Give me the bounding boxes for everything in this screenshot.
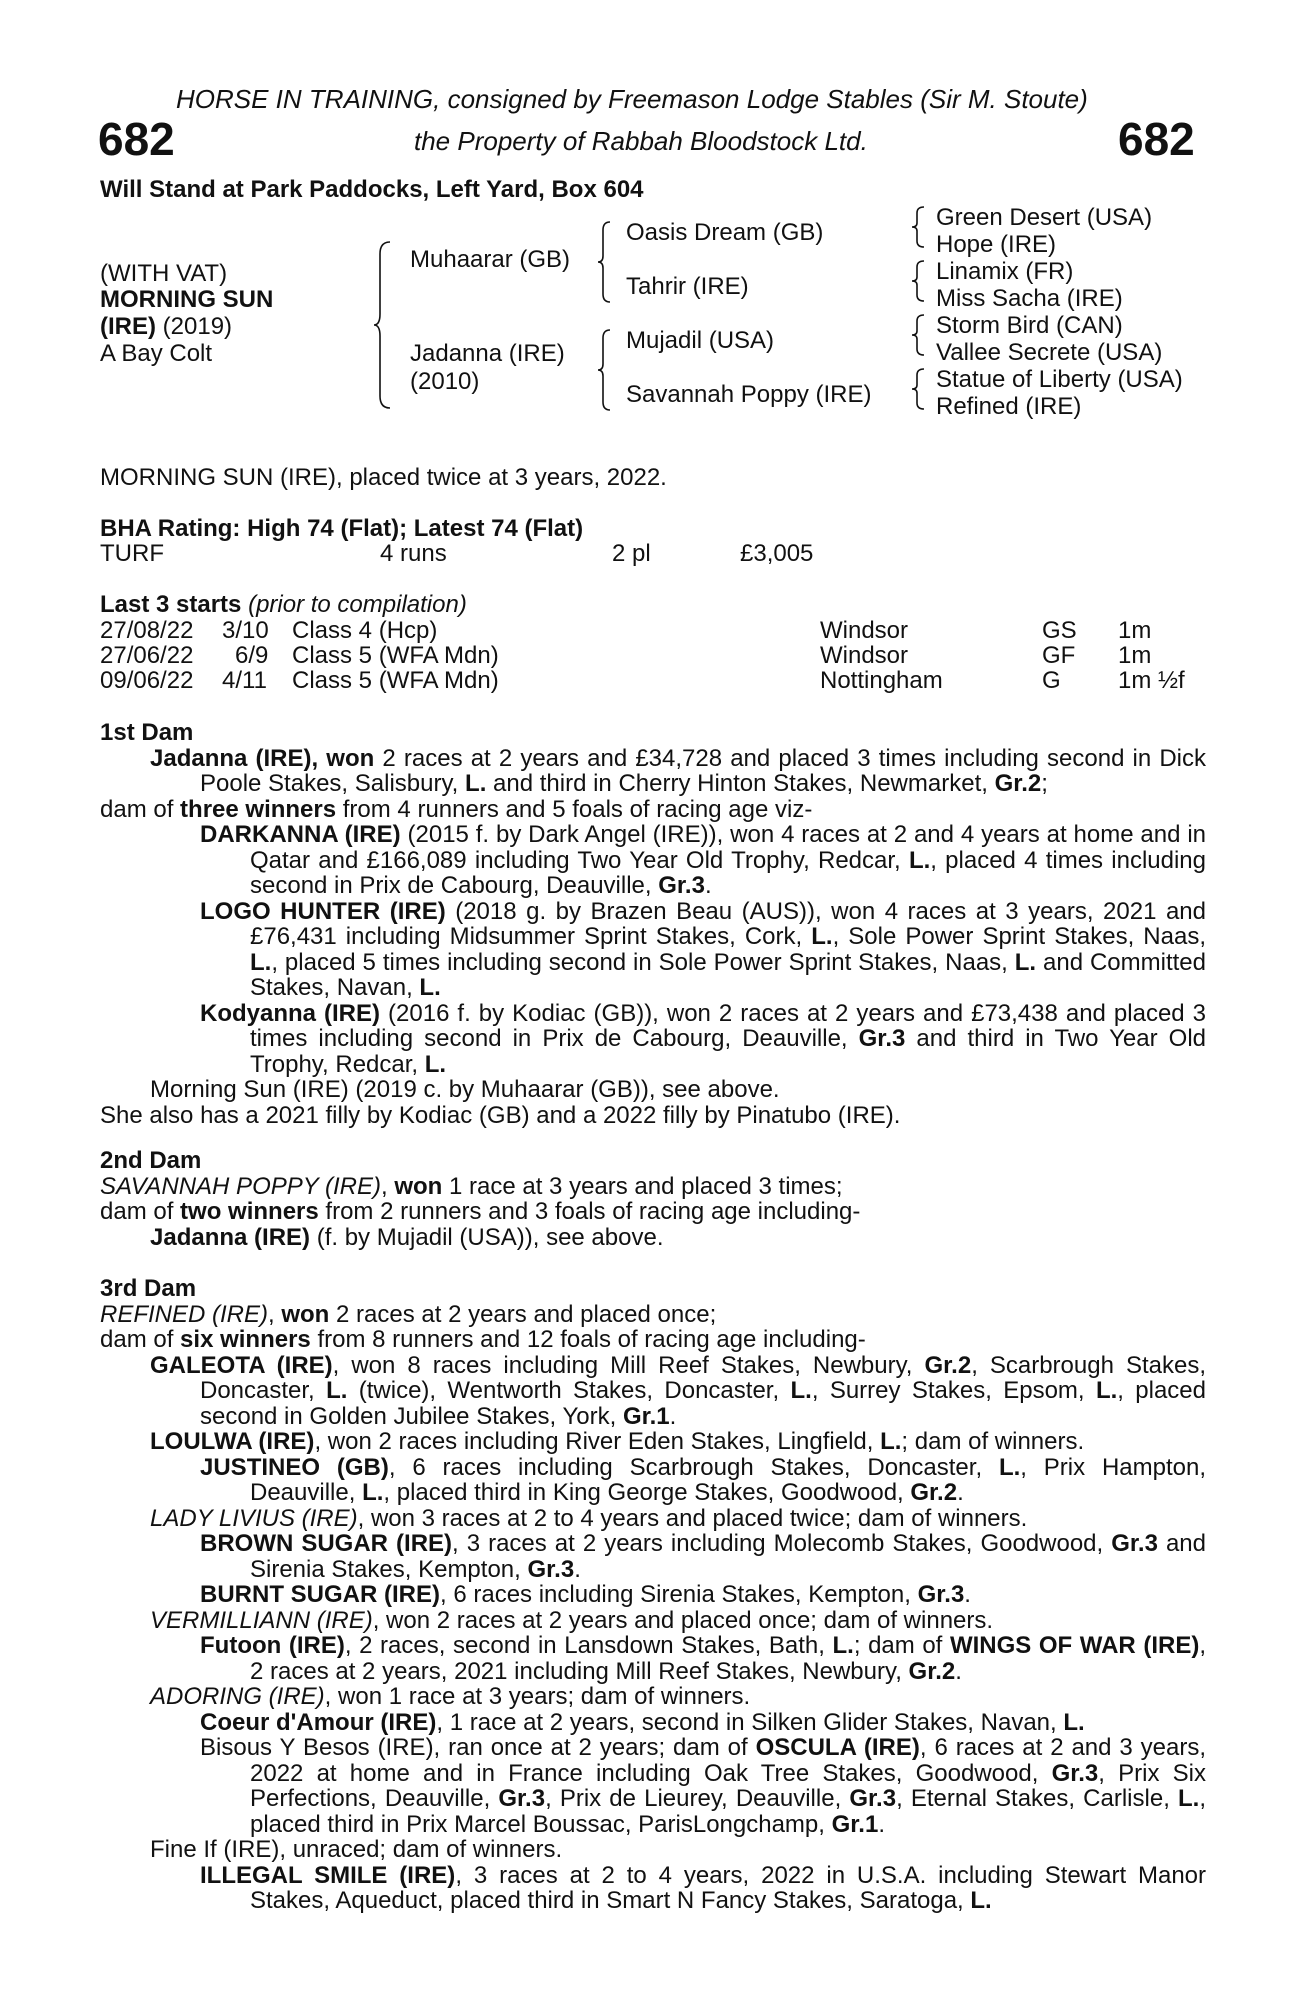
- produce-coeur-damour: [100, 1710, 1206, 1736]
- text-run: Jadanna (IRE): [150, 1223, 311, 1251]
- text-run: , placed 5 times including second in Sole Power Sprint Stakes, Naas,: [271, 948, 1015, 976]
- text-run: , won: [311, 744, 375, 772]
- grandparent-4: Miss Sacha (IRE): [936, 285, 1123, 312]
- second-dam-jadanna: [100, 1225, 1206, 1251]
- text-run: ILLEGAL SMILE (IRE): [200, 1861, 456, 1889]
- text-run: and Committed Stakes, Navan,: [250, 948, 1207, 1001]
- text-run: BROWN SUGAR (IRE): [200, 1530, 453, 1557]
- text-run: 2 races at 2 years and £34,728 and placed 3 times including second in Dick Poole Stakes, Salisbury,: [200, 744, 1207, 797]
- text-run: Gr.1: [622, 1402, 670, 1430]
- text-run: , Sole Power Sprint Stakes, Naas,: [832, 923, 1206, 950]
- start-class: Class 5 (WFA Mdn): [292, 667, 499, 694]
- text-run: Gr.2: [924, 1351, 972, 1379]
- text-run: L.: [998, 1453, 1021, 1481]
- text-run: three winners: [180, 795, 337, 823]
- text-run: from 8 runners and 12 foals of racing age including-: [310, 1326, 866, 1353]
- text-run: Gr.3: [1051, 1759, 1099, 1787]
- text-run: , Prix Hampton, Deauville,: [250, 1453, 1206, 1506]
- text-run: , placed second in Golden Jubilee Stakes, York,: [200, 1377, 1206, 1430]
- produce-kodyanna: [100, 1001, 1206, 1078]
- pedigree-brace-g3: [910, 313, 926, 357]
- rating-prize: £3,005: [740, 540, 814, 567]
- text-run: , 6 races including Sirenia Stakes, Kempton,: [440, 1581, 918, 1608]
- sire-sire: Oasis Dream (GB): [626, 219, 824, 246]
- start-going: GS: [1042, 617, 1077, 644]
- text-run: L.: [419, 974, 441, 1001]
- text-run: , 6 races including Scarbrough Stakes, Doncaster,: [388, 1453, 999, 1481]
- text-run: VERMILLIANN (IRE): [150, 1606, 373, 1634]
- horse-name: MORNING SUN: [100, 286, 274, 313]
- text-run: Gr.3: [527, 1555, 575, 1583]
- text-run: L.: [250, 948, 272, 976]
- text-run: ;: [1041, 770, 1048, 797]
- text-run: six winners: [180, 1326, 311, 1353]
- horse-suffix: (IRE): [100, 313, 156, 340]
- start-course: Windsor: [820, 642, 909, 669]
- start-date: 27/06/22: [100, 642, 194, 669]
- text-run: .: [957, 1479, 964, 1506]
- pedigree-brace-dam: [596, 328, 612, 412]
- text-run: Gr.3: [849, 1785, 897, 1812]
- text-run: Gr.3: [917, 1581, 965, 1608]
- text-run: JUSTINEO (GB): [200, 1453, 389, 1481]
- grandparent-1: Green Desert (USA): [936, 204, 1153, 231]
- produce-logo-hunter: [100, 899, 1206, 1001]
- produce-illegal-smile: [100, 1863, 1206, 1914]
- third-dam-section: [100, 1276, 1206, 1914]
- text-run: OSCULA (IRE): [755, 1734, 920, 1761]
- text-run: ; dam of: [853, 1632, 950, 1659]
- text-run: , 1 race at 2 years, second in Silken Glider Stakes, Navan,: [436, 1708, 1064, 1736]
- text-run: , placed third in Prix Marcel Boussac, ParisLongchamp,: [250, 1785, 1206, 1838]
- grandparent-6: Vallee Secrete (USA): [936, 339, 1163, 366]
- bha-rating: BHA Rating: High 74 (Flat); Latest 74 (Flat): [100, 515, 584, 542]
- text-run: , won 1 race at 3 years; dam of winners.: [324, 1683, 751, 1710]
- text-run: Gr.3: [858, 1025, 906, 1052]
- text-run: L.: [1063, 1708, 1085, 1736]
- grandparent-8: Refined (IRE): [936, 393, 1082, 420]
- horse-year: (2019): [156, 313, 233, 340]
- text-run: , 3 races at 2 years including Molecomb Stakes, Goodwood,: [452, 1530, 1112, 1557]
- text-run: , placed 4 times including second in Prix de Cabourg, Deauville,: [250, 846, 1206, 899]
- text-run: 1 race at 3 years and placed 3 times;: [442, 1172, 843, 1200]
- third-dam-heading: 3rd Dam: [100, 1275, 197, 1302]
- text-run: L.: [1178, 1785, 1200, 1812]
- start-class: Class 4 (Hcp): [292, 617, 438, 644]
- grandparent-5: Storm Bird (CAN): [936, 312, 1123, 339]
- text-run: two winners: [180, 1198, 319, 1225]
- consignor-line: HORSE IN TRAINING, consigned by Freemason Lodge Stables (Sir M. Stoute): [176, 84, 1088, 114]
- second-dam-record: [100, 1174, 1206, 1200]
- second-dam-produce: [100, 1199, 1206, 1225]
- text-run: GALEOTA (IRE): [150, 1351, 333, 1379]
- text-run: dam of: [100, 1326, 181, 1353]
- text-run: won: [281, 1300, 330, 1328]
- text-run: (2018 g. by Brazen Beau (AUS)), won 4 races at 3 years, 2021 and £76,431 including Midsummer Sprint Stakes, Cork,: [250, 897, 1206, 950]
- dam-year: (2010): [410, 368, 480, 395]
- text-run: , Scarbrough Stakes, Doncaster,: [200, 1351, 1206, 1404]
- first-dam-record: [100, 746, 1206, 797]
- grandparent-7: Statue of Liberty (USA): [936, 366, 1183, 393]
- text-run: dam of: [100, 795, 181, 823]
- produce-lady-livius: [100, 1506, 1206, 1532]
- start-course: Windsor: [820, 617, 909, 644]
- text-run: BURNT SUGAR (IRE): [200, 1581, 440, 1608]
- third-dam-produce: [100, 1327, 1206, 1353]
- start-distance: 1m ½f: [1118, 667, 1185, 694]
- produce-morning-sun: Morning Sun (IRE) (2019 c. by Muhaarar (GB)), see above.: [150, 1076, 780, 1103]
- text-run: , won 2 races including River Eden Stakes, Lingfield,: [314, 1428, 881, 1455]
- pedigree-brace-main: [372, 240, 392, 410]
- produce-brown-sugar: [100, 1531, 1206, 1582]
- text-run: L.: [1014, 948, 1037, 976]
- produce-adoring: [100, 1684, 1206, 1710]
- text-run: L.: [424, 1050, 447, 1078]
- sire-dam: Tahrir (IRE): [626, 273, 749, 300]
- horse-name-line2: [100, 313, 232, 341]
- produce-galeota: [100, 1353, 1206, 1430]
- text-run: Gr.3: [658, 872, 705, 899]
- text-run: Kodyanna (IRE): [200, 999, 381, 1027]
- produce-burnt-sugar: [100, 1582, 1206, 1608]
- text-run: Coeur d'Amour (IRE): [200, 1708, 437, 1736]
- start-position: 3/10: [222, 617, 269, 644]
- pedigree-brace-g2: [910, 259, 926, 303]
- text-run: , Prix de Lieurey, Deauville,: [545, 1785, 850, 1812]
- produce-bisous-y-besos: [100, 1735, 1206, 1837]
- produce-justineo: [100, 1455, 1206, 1506]
- second-dam-heading: 2nd Dam: [100, 1147, 202, 1174]
- text-run: SAVANNAH POPPY (IRE): [100, 1172, 381, 1200]
- vat-note: (WITH VAT): [100, 260, 228, 287]
- rating-surface: TURF: [100, 540, 164, 567]
- grandparent-3: Linamix (FR): [936, 258, 1074, 285]
- text-run: Gr.3: [1111, 1530, 1158, 1557]
- produce-futoon: [100, 1633, 1206, 1684]
- text-run: .: [669, 1402, 677, 1430]
- text-run: , won 2 races at 2 years and placed once; dam of winners.: [372, 1606, 994, 1634]
- text-run: ; dam of winners.: [901, 1428, 1085, 1455]
- text-run: Gr.2: [908, 1657, 956, 1685]
- text-run: WINGS OF WAR (IRE): [949, 1632, 1200, 1659]
- produce-darkanna: [100, 822, 1206, 899]
- text-run: L.: [908, 846, 931, 874]
- dam-sire: Mujadil (USA): [626, 327, 775, 354]
- text-run: (2016 f. by Kodiac (GB)), won 2 races at 2 years and £73,438 and placed 3 times including second in Prix de Cabourg, Deauville,: [250, 999, 1206, 1052]
- rating-placed: 2 pl: [612, 540, 651, 567]
- dam-name: Jadanna (IRE): [410, 340, 565, 367]
- text-run: L.: [1095, 1377, 1118, 1404]
- pedigree-brace-sire: [596, 220, 612, 304]
- second-dam-section: [100, 1148, 1206, 1250]
- text-run: L.: [811, 923, 833, 950]
- last-starts-heading: [100, 592, 467, 618]
- text-run: and Sirenia Stakes, Kempton,: [250, 1530, 1207, 1583]
- text-run: Gr.2: [994, 770, 1042, 797]
- start-going: G: [1042, 667, 1061, 694]
- lot-number-right: 682: [1118, 113, 1195, 165]
- text-run: L.: [832, 1632, 854, 1659]
- text-run: L.: [970, 1887, 992, 1914]
- text-run: .: [704, 872, 712, 899]
- first-dam-also: She also has a 2021 filly by Kodiac (GB) and a 2022 filly by Pinatubo (IRE).: [100, 1101, 901, 1129]
- text-run: won: [394, 1172, 443, 1200]
- text-run: L.: [362, 1479, 384, 1506]
- text-run: REFINED (IRE): [100, 1300, 268, 1328]
- text-run: , 3 races at 2 to 4 years, 2022 in U.S.A. including Stewart Manor Stakes, Aqueduct, placed third in Smart N Fancy Stakes, Saratoga,: [250, 1861, 1207, 1914]
- text-run: Jadanna (IRE): [150, 744, 312, 772]
- text-run: (f. by Mujadil (USA)), see above.: [310, 1223, 664, 1251]
- produce-loulwa: [100, 1429, 1206, 1455]
- start-distance: 1m: [1118, 642, 1152, 669]
- text-run: LOULWA (IRE): [150, 1428, 315, 1455]
- text-run: Bisous Y Besos (IRE), ran once at 2 years; dam of: [200, 1734, 756, 1761]
- text-run: , 6 races at 2 and 3 years, 2022 at home and in France including Oak Tree Stakes, Goodwood,: [250, 1734, 1206, 1787]
- text-run: , 2 races, second in Lansdown Stakes, Bath,: [344, 1632, 833, 1659]
- grandparent-2: Hope (IRE): [936, 231, 1057, 258]
- text-run: , Surrey Stakes, Epsom,: [811, 1377, 1096, 1404]
- start-position: 4/11: [222, 667, 267, 694]
- lot-number-left: 682: [98, 113, 175, 165]
- text-run: , won 3 races at 2 to 4 years and placed twice; dam of winners.: [357, 1504, 1028, 1532]
- text-run: (twice), Wentworth Stakes, Doncaster,: [347, 1377, 791, 1404]
- text-run: Futoon (IRE): [200, 1632, 345, 1659]
- stand-location: Will Stand at Park Paddocks, Left Yard, Box 604: [100, 176, 644, 203]
- text-run: L.: [880, 1428, 902, 1455]
- race-summary: MORNING SUN (IRE), placed twice at 3 years, 2022.: [100, 464, 667, 491]
- text-run: LOGO HUNTER (IRE): [200, 897, 446, 925]
- text-run: and third in Two Year Old Trophy, Redcar,: [250, 1025, 1206, 1078]
- start-class: Class 5 (WFA Mdn): [292, 642, 499, 669]
- start-distance: 1m: [1118, 617, 1152, 644]
- sire-name: Muhaarar (GB): [410, 246, 571, 273]
- text-run: ADORING (IRE): [150, 1683, 325, 1710]
- text-run: , placed third in King George Stakes, Goodwood,: [383, 1479, 911, 1506]
- text-run: LADY LIVIUS (IRE): [150, 1504, 358, 1532]
- text-run: from 2 runners and 3 foals of racing age including-: [318, 1198, 861, 1225]
- property-line: the Property of Rabbah Bloodstock Ltd.: [414, 126, 868, 156]
- start-date: 09/06/22: [100, 667, 194, 694]
- text-run: Gr.2: [910, 1479, 958, 1506]
- text-run: , 2 races at 2 years, 2021 including Mill Reef Stakes, Newbury,: [250, 1632, 1207, 1685]
- text-run: Gr.1: [831, 1810, 879, 1838]
- first-dam-heading: 1st Dam: [100, 719, 194, 746]
- horse-description: A Bay Colt: [100, 340, 213, 367]
- produce-vermilliann: [100, 1608, 1206, 1634]
- text-run: L.: [790, 1377, 812, 1404]
- pedigree-brace-g4: [910, 367, 926, 411]
- text-run: ,: [380, 1172, 395, 1200]
- dam-dam: Savannah Poppy (IRE): [626, 381, 872, 408]
- text-run: L.: [465, 770, 487, 797]
- last-starts-title: Last 3 starts: [100, 591, 242, 618]
- text-run: from 4 runners and 5 foals of racing age viz-: [336, 795, 813, 823]
- produce-fine-if: Fine If (IRE), unraced; dam of winners.: [150, 1836, 563, 1863]
- text-run: , won 8 races including Mill Reef Stakes, Newbury,: [332, 1351, 925, 1379]
- text-run: and third in Cherry Hinton Stakes, Newmarket,: [486, 770, 995, 797]
- text-run: L.: [326, 1377, 348, 1404]
- text-run: DARKANNA (IRE): [200, 821, 401, 848]
- text-run: 2 races at 2 years and placed once;: [329, 1300, 717, 1328]
- first-dam-section: [100, 720, 1206, 1128]
- text-run: dam of: [100, 1198, 181, 1225]
- start-date: 27/08/22: [100, 617, 194, 644]
- text-run: .: [964, 1581, 971, 1608]
- rating-runs: 4 runs: [380, 540, 447, 567]
- start-going: GF: [1042, 642, 1076, 669]
- text-run: , Eternal Stakes, Carlisle,: [896, 1785, 1178, 1812]
- pedigree-brace-g1: [910, 205, 926, 249]
- text-run: .: [955, 1657, 962, 1685]
- first-dam-produce: [100, 797, 1206, 823]
- text-run: ,: [268, 1300, 282, 1328]
- text-run: .: [574, 1555, 581, 1583]
- text-run: Gr.3: [498, 1785, 546, 1812]
- start-course: Nottingham: [820, 667, 943, 694]
- start-position: 6/9: [235, 642, 269, 669]
- third-dam-record: [100, 1302, 1206, 1328]
- text-run: .: [878, 1810, 885, 1838]
- last-starts-note: (prior to compilation): [241, 591, 467, 618]
- text-run: (2015 f. by Dark Angel (IRE)), won 4 races at 2 and 4 years at home and in Qatar and £166,089 including Two Year Old Trophy, Redcar,: [250, 821, 1207, 874]
- text-run: , Prix Six Perfections, Deauville,: [250, 1759, 1206, 1812]
